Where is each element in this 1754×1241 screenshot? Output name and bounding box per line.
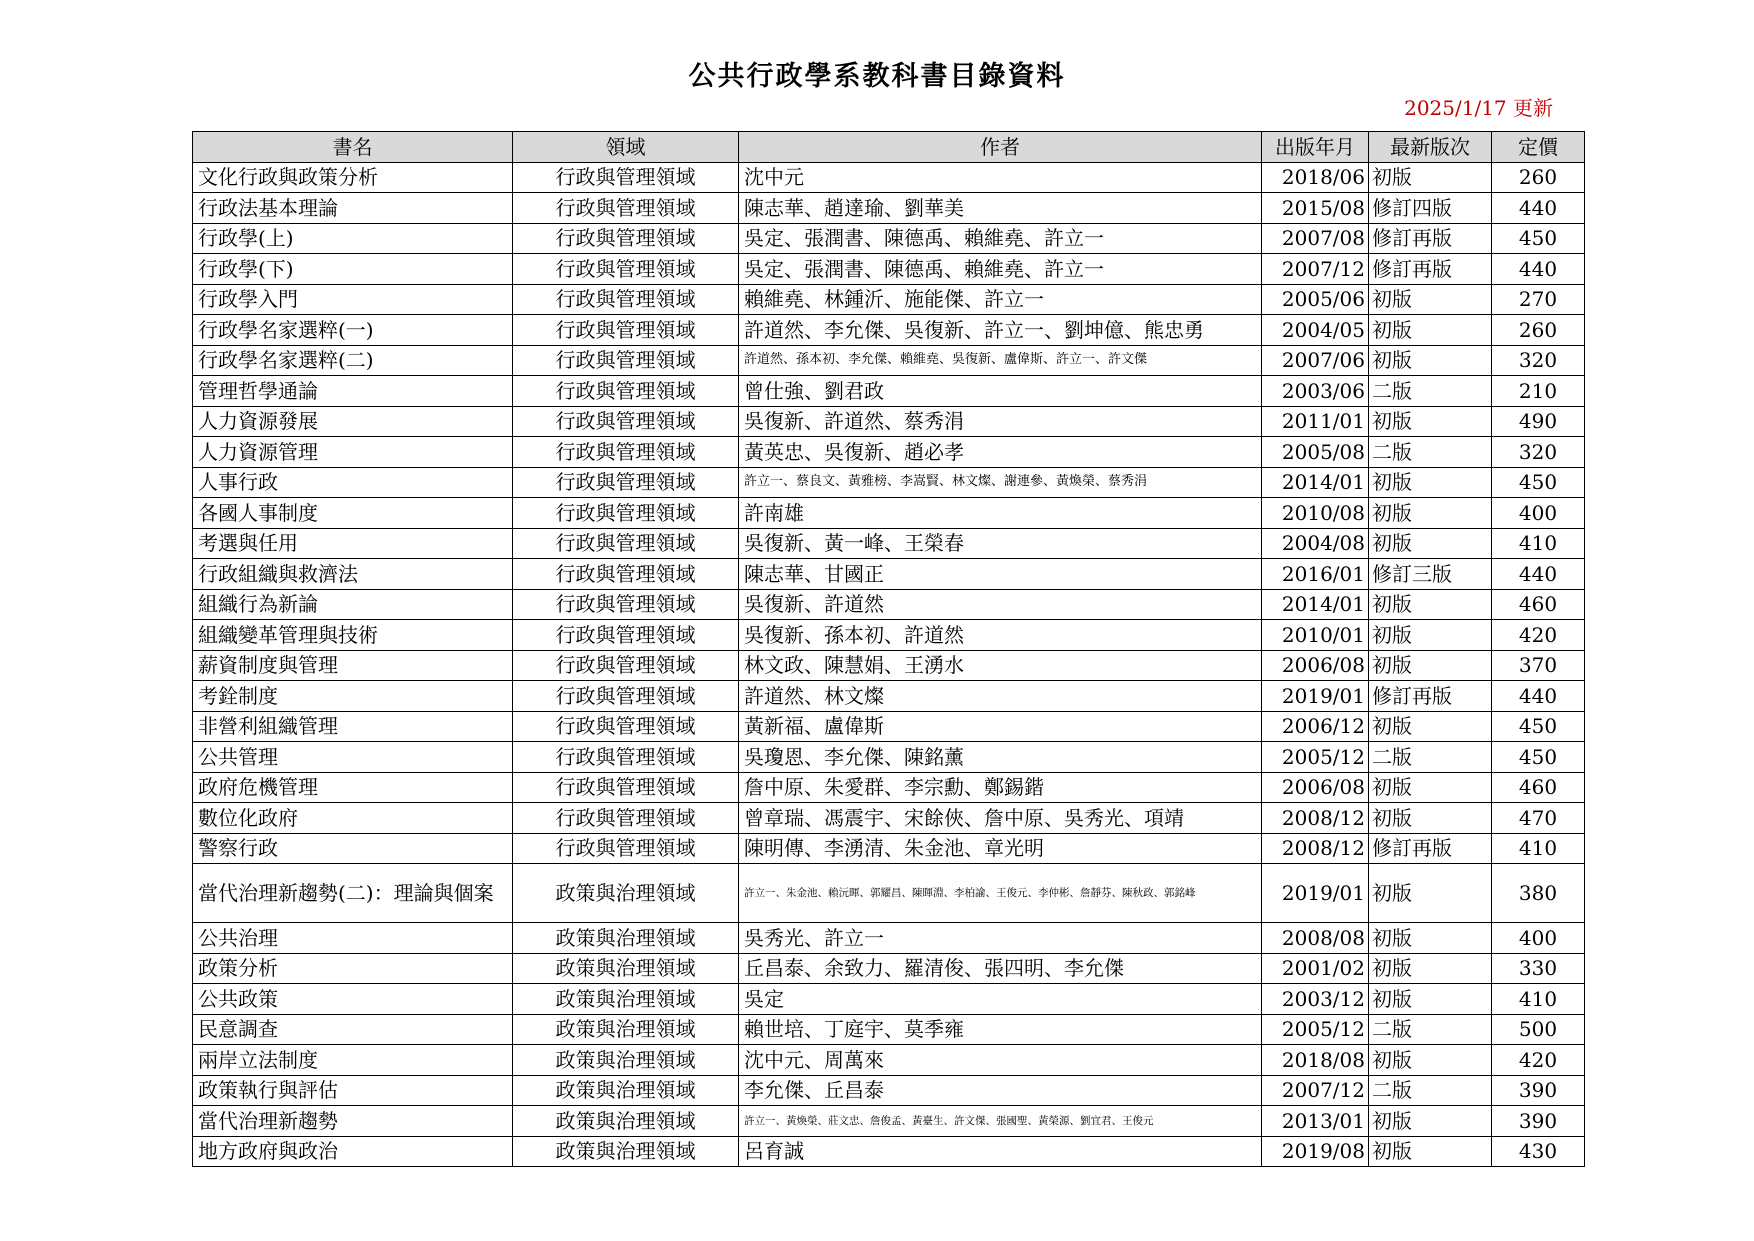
table-row xyxy=(193,1014,1585,1045)
table-row xyxy=(193,498,1585,529)
cell-author: 許立一、蔡良文、黃雅榜、李嵩賢、林文燦、謝連參、黃煥榮、蔡秀涓 xyxy=(739,467,1262,498)
table-row xyxy=(193,650,1585,681)
cell-author: 陳志華、趙達瑜、劉華美 xyxy=(739,193,1262,224)
cell-author: 沈中元、周萬來 xyxy=(739,1045,1262,1076)
cell-title: 組織行為新論 xyxy=(193,589,513,620)
cell-title: 行政學名家選粹(二) xyxy=(193,345,513,376)
cell-author: 林文政、陳慧娟、王湧水 xyxy=(739,650,1262,681)
cell-title: 公共政策 xyxy=(193,984,513,1015)
cell-field: 行政與管理領域 xyxy=(513,742,739,773)
table-row xyxy=(193,223,1585,254)
cell-field: 行政與管理領域 xyxy=(513,193,739,224)
cell-field: 行政與管理領域 xyxy=(513,681,739,712)
cell-edition: 初版 xyxy=(1369,162,1492,193)
cell-author: 許道然、孫本初、李允傑、賴維堯、吳復新、盧偉斯、許立一、許文傑 xyxy=(739,345,1262,376)
cell-field: 行政與管理領域 xyxy=(513,315,739,346)
cell-field: 政策與治理領域 xyxy=(513,1014,739,1045)
cell-author: 李允傑、丘昌泰 xyxy=(739,1075,1262,1106)
table-row xyxy=(193,923,1585,954)
cell-price: 320 xyxy=(1492,345,1585,376)
cell-price: 440 xyxy=(1492,559,1585,590)
cell-author: 吳復新、許道然、蔡秀涓 xyxy=(739,406,1262,437)
cell-date: 2006/08 xyxy=(1262,650,1369,681)
cell-date: 2004/08 xyxy=(1262,528,1369,559)
cell-date: 2005/08 xyxy=(1262,437,1369,468)
table-row xyxy=(193,711,1585,742)
cell-edition: 修訂三版 xyxy=(1369,559,1492,590)
cell-price: 380 xyxy=(1492,864,1585,923)
table-row xyxy=(193,1075,1585,1106)
cell-author: 吳定 xyxy=(739,984,1262,1015)
table-row xyxy=(193,1045,1585,1076)
cell-field: 行政與管理領域 xyxy=(513,803,739,834)
table-row xyxy=(193,437,1585,468)
cell-author: 吳瓊恩、李允傑、陳銘薰 xyxy=(739,742,1262,773)
cell-title: 地方政府與政治 xyxy=(193,1136,513,1167)
cell-title: 民意調查 xyxy=(193,1014,513,1045)
cell-price: 260 xyxy=(1492,162,1585,193)
header-field: 領域 xyxy=(513,132,739,163)
header-edition: 最新版次 xyxy=(1369,132,1492,163)
cell-edition: 二版 xyxy=(1369,742,1492,773)
cell-date: 2005/06 xyxy=(1262,284,1369,315)
table-row xyxy=(193,193,1585,224)
cell-edition: 初版 xyxy=(1369,953,1492,984)
cell-price: 330 xyxy=(1492,953,1585,984)
cell-title: 行政學名家選粹(一) xyxy=(193,315,513,346)
cell-title: 薪資制度與管理 xyxy=(193,650,513,681)
cell-date: 2007/06 xyxy=(1262,345,1369,376)
cell-date: 2008/12 xyxy=(1262,833,1369,864)
cell-author: 陳志華、甘國正 xyxy=(739,559,1262,590)
cell-title: 行政學(上) xyxy=(193,223,513,254)
cell-price: 420 xyxy=(1492,620,1585,651)
cell-title: 非營利組織管理 xyxy=(193,711,513,742)
cell-title: 行政法基本理論 xyxy=(193,193,513,224)
cell-date: 2013/01 xyxy=(1262,1106,1369,1137)
cell-date: 2016/01 xyxy=(1262,559,1369,590)
cell-date: 2006/08 xyxy=(1262,772,1369,803)
cell-edition: 初版 xyxy=(1369,284,1492,315)
cell-edition: 初版 xyxy=(1369,984,1492,1015)
cell-date: 2019/01 xyxy=(1262,681,1369,712)
cell-field: 行政與管理領域 xyxy=(513,711,739,742)
cell-field: 政策與治理領域 xyxy=(513,923,739,954)
cell-price: 450 xyxy=(1492,223,1585,254)
table-row xyxy=(193,984,1585,1015)
cell-edition: 初版 xyxy=(1369,1136,1492,1167)
cell-price: 400 xyxy=(1492,923,1585,954)
cell-author: 許道然、李允傑、吳復新、許立一、劉坤億、熊忠勇 xyxy=(739,315,1262,346)
cell-field: 行政與管理領域 xyxy=(513,254,739,285)
cell-date: 2007/12 xyxy=(1262,1075,1369,1106)
cell-price: 320 xyxy=(1492,437,1585,468)
table-row xyxy=(193,162,1585,193)
table-row xyxy=(193,864,1585,923)
cell-edition: 初版 xyxy=(1369,467,1492,498)
cell-edition: 初版 xyxy=(1369,864,1492,923)
cell-field: 行政與管理領域 xyxy=(513,833,739,864)
cell-edition: 初版 xyxy=(1369,589,1492,620)
cell-field: 政策與治理領域 xyxy=(513,864,739,923)
cell-author: 曾章瑞、馮震宇、宋餘俠、詹中原、吳秀光、項靖 xyxy=(739,803,1262,834)
cell-edition: 二版 xyxy=(1369,376,1492,407)
cell-price: 490 xyxy=(1492,406,1585,437)
cell-field: 行政與管理領域 xyxy=(513,376,739,407)
table-row xyxy=(193,528,1585,559)
cell-author: 陳明傳、李湧清、朱金池、章光明 xyxy=(739,833,1262,864)
table-row xyxy=(193,953,1585,984)
cell-edition: 初版 xyxy=(1369,1106,1492,1137)
table-row xyxy=(193,772,1585,803)
cell-author: 賴維堯、林鍾沂、施能傑、許立一 xyxy=(739,284,1262,315)
header-title: 書名 xyxy=(193,132,513,163)
cell-field: 行政與管理領域 xyxy=(513,589,739,620)
cell-price: 390 xyxy=(1492,1106,1585,1137)
cell-price: 270 xyxy=(1492,284,1585,315)
cell-edition: 修訂再版 xyxy=(1369,254,1492,285)
cell-author: 丘昌泰、余致力、羅清俊、張四明、李允傑 xyxy=(739,953,1262,984)
cell-title: 當代治理新趨勢 xyxy=(193,1106,513,1137)
cell-title: 人事行政 xyxy=(193,467,513,498)
cell-price: 500 xyxy=(1492,1014,1585,1045)
page-title: 公共行政學系教科書目錄資料 xyxy=(688,61,1066,92)
cell-author: 吳復新、許道然 xyxy=(739,589,1262,620)
cell-title: 考銓制度 xyxy=(193,681,513,712)
cell-field: 行政與管理領域 xyxy=(513,284,739,315)
cell-date: 2011/01 xyxy=(1262,406,1369,437)
cell-title: 兩岸立法制度 xyxy=(193,1045,513,1076)
cell-edition: 二版 xyxy=(1369,437,1492,468)
table-row xyxy=(193,345,1585,376)
cell-edition: 初版 xyxy=(1369,528,1492,559)
table-row xyxy=(193,406,1585,437)
cell-field: 行政與管理領域 xyxy=(513,345,739,376)
cell-title: 考選與任用 xyxy=(193,528,513,559)
cell-date: 2010/01 xyxy=(1262,620,1369,651)
cell-field: 行政與管理領域 xyxy=(513,498,739,529)
cell-field: 政策與治理領域 xyxy=(513,984,739,1015)
cell-author: 許道然、林文燦 xyxy=(739,681,1262,712)
cell-price: 450 xyxy=(1492,711,1585,742)
table-row xyxy=(193,589,1585,620)
cell-field: 政策與治理領域 xyxy=(513,1075,739,1106)
cell-price: 430 xyxy=(1492,1136,1585,1167)
table-row xyxy=(193,284,1585,315)
table-row xyxy=(193,254,1585,285)
table-row xyxy=(193,315,1585,346)
cell-title: 人力資源管理 xyxy=(193,437,513,468)
cell-author: 沈中元 xyxy=(739,162,1262,193)
cell-edition: 初版 xyxy=(1369,772,1492,803)
cell-date: 2003/06 xyxy=(1262,376,1369,407)
cell-date: 2003/12 xyxy=(1262,984,1369,1015)
cell-edition: 初版 xyxy=(1369,498,1492,529)
cell-edition: 初版 xyxy=(1369,923,1492,954)
cell-title: 各國人事制度 xyxy=(193,498,513,529)
cell-title: 政策分析 xyxy=(193,953,513,984)
cell-date: 2007/12 xyxy=(1262,254,1369,285)
cell-date: 2008/12 xyxy=(1262,803,1369,834)
cell-author: 賴世培、丁庭宇、莫季雍 xyxy=(739,1014,1262,1045)
cell-title: 文化行政與政策分析 xyxy=(193,162,513,193)
cell-author: 曾仕強、劉君政 xyxy=(739,376,1262,407)
cell-title: 公共治理 xyxy=(193,923,513,954)
table-row xyxy=(193,1106,1585,1137)
cell-edition: 初版 xyxy=(1369,620,1492,651)
cell-edition: 初版 xyxy=(1369,1045,1492,1076)
cell-date: 2007/08 xyxy=(1262,223,1369,254)
cell-author: 許立一、黃煥榮、莊文忠、詹俊孟、黃臺生、許文傑、張國聖、黃榮源、劉宜君、王俊元 xyxy=(739,1106,1262,1137)
table-row xyxy=(193,467,1585,498)
table-row xyxy=(193,376,1585,407)
table-row xyxy=(193,833,1585,864)
table-row xyxy=(193,681,1585,712)
cell-price: 440 xyxy=(1492,193,1585,224)
cell-title: 行政組織與救濟法 xyxy=(193,559,513,590)
cell-field: 行政與管理領域 xyxy=(513,162,739,193)
cell-field: 行政與管理領域 xyxy=(513,437,739,468)
cell-date: 2004/05 xyxy=(1262,315,1369,346)
cell-price: 440 xyxy=(1492,254,1585,285)
cell-price: 450 xyxy=(1492,467,1585,498)
cell-field: 政策與治理領域 xyxy=(513,1136,739,1167)
table-row xyxy=(193,803,1585,834)
cell-title: 行政學(下) xyxy=(193,254,513,285)
cell-date: 2018/06 xyxy=(1262,162,1369,193)
cell-author: 吳復新、孫本初、許道然 xyxy=(739,620,1262,651)
cell-edition: 初版 xyxy=(1369,803,1492,834)
cell-edition: 修訂再版 xyxy=(1369,223,1492,254)
cell-date: 2018/08 xyxy=(1262,1045,1369,1076)
cell-title: 行政學入門 xyxy=(193,284,513,315)
cell-field: 行政與管理領域 xyxy=(513,223,739,254)
cell-author: 吳秀光、許立一 xyxy=(739,923,1262,954)
table-row xyxy=(193,620,1585,651)
header-price: 定價 xyxy=(1492,132,1585,163)
cell-edition: 修訂四版 xyxy=(1369,193,1492,224)
cell-edition: 修訂再版 xyxy=(1369,833,1492,864)
cell-price: 410 xyxy=(1492,528,1585,559)
cell-field: 行政與管理領域 xyxy=(513,406,739,437)
table-row xyxy=(193,559,1585,590)
cell-author: 吳復新、黃一峰、王榮春 xyxy=(739,528,1262,559)
cell-field: 行政與管理領域 xyxy=(513,467,739,498)
cell-field: 行政與管理領域 xyxy=(513,772,739,803)
cell-title: 政府危機管理 xyxy=(193,772,513,803)
cell-field: 行政與管理領域 xyxy=(513,650,739,681)
cell-title: 數位化政府 xyxy=(193,803,513,834)
cell-title: 人力資源發展 xyxy=(193,406,513,437)
cell-price: 460 xyxy=(1492,772,1585,803)
cell-date: 2019/08 xyxy=(1262,1136,1369,1167)
cell-price: 400 xyxy=(1492,498,1585,529)
textbook-table xyxy=(192,131,1585,1167)
cell-edition: 初版 xyxy=(1369,406,1492,437)
cell-author: 吳定、張潤書、陳德禹、賴維堯、許立一 xyxy=(739,254,1262,285)
cell-date: 2010/08 xyxy=(1262,498,1369,529)
cell-date: 2014/01 xyxy=(1262,589,1369,620)
cell-edition: 初版 xyxy=(1369,711,1492,742)
cell-edition: 初版 xyxy=(1369,345,1492,376)
updated-date: 2025/1/17 更新 xyxy=(1404,96,1553,120)
table-row xyxy=(193,1136,1585,1167)
cell-title: 管理哲學通論 xyxy=(193,376,513,407)
cell-price: 450 xyxy=(1492,742,1585,773)
cell-edition: 初版 xyxy=(1369,315,1492,346)
cell-price: 440 xyxy=(1492,681,1585,712)
cell-price: 410 xyxy=(1492,984,1585,1015)
header-author: 作者 xyxy=(739,132,1262,163)
cell-author: 許立一、朱金池、賴沅暉、郭耀昌、陳暉淵、李柏諭、王俊元、李仲彬、詹靜芬、陳秋政、郭銘峰 xyxy=(739,864,1262,923)
cell-field: 行政與管理領域 xyxy=(513,620,739,651)
cell-price: 260 xyxy=(1492,315,1585,346)
cell-title: 組織變革管理與技術 xyxy=(193,620,513,651)
cell-title: 警察行政 xyxy=(193,833,513,864)
cell-price: 420 xyxy=(1492,1045,1585,1076)
cell-edition: 修訂再版 xyxy=(1369,681,1492,712)
cell-title: 政策執行與評估 xyxy=(193,1075,513,1106)
cell-price: 410 xyxy=(1492,833,1585,864)
cell-author: 黃新福、盧偉斯 xyxy=(739,711,1262,742)
cell-edition: 二版 xyxy=(1369,1075,1492,1106)
cell-price: 210 xyxy=(1492,376,1585,407)
cell-price: 470 xyxy=(1492,803,1585,834)
cell-price: 370 xyxy=(1492,650,1585,681)
cell-price: 390 xyxy=(1492,1075,1585,1106)
cell-author: 呂育誠 xyxy=(739,1136,1262,1167)
cell-field: 政策與治理領域 xyxy=(513,953,739,984)
cell-date: 2015/08 xyxy=(1262,193,1369,224)
cell-field: 政策與治理領域 xyxy=(513,1106,739,1137)
cell-author: 黃英忠、吳復新、趙必孝 xyxy=(739,437,1262,468)
cell-date: 2008/08 xyxy=(1262,923,1369,954)
cell-field: 行政與管理領域 xyxy=(513,528,739,559)
cell-price: 460 xyxy=(1492,589,1585,620)
cell-title: 當代治理新趨勢(二)：理論與個案 xyxy=(193,864,513,923)
cell-author: 吳定、張潤書、陳德禹、賴維堯、許立一 xyxy=(739,223,1262,254)
table-row xyxy=(193,742,1585,773)
cell-edition: 初版 xyxy=(1369,650,1492,681)
cell-date: 2005/12 xyxy=(1262,1014,1369,1045)
cell-author: 詹中原、朱愛群、李宗勳、鄭錫鍇 xyxy=(739,772,1262,803)
cell-date: 2001/02 xyxy=(1262,953,1369,984)
cell-edition: 二版 xyxy=(1369,1014,1492,1045)
table-header-row xyxy=(193,132,1585,163)
cell-field: 政策與治理領域 xyxy=(513,1045,739,1076)
cell-field: 行政與管理領域 xyxy=(513,559,739,590)
cell-date: 2006/12 xyxy=(1262,711,1369,742)
cell-author: 許南雄 xyxy=(739,498,1262,529)
header-date: 出版年月 xyxy=(1262,132,1369,163)
cell-date: 2014/01 xyxy=(1262,467,1369,498)
cell-date: 2019/01 xyxy=(1262,864,1369,923)
cell-date: 2005/12 xyxy=(1262,742,1369,773)
cell-title: 公共管理 xyxy=(193,742,513,773)
